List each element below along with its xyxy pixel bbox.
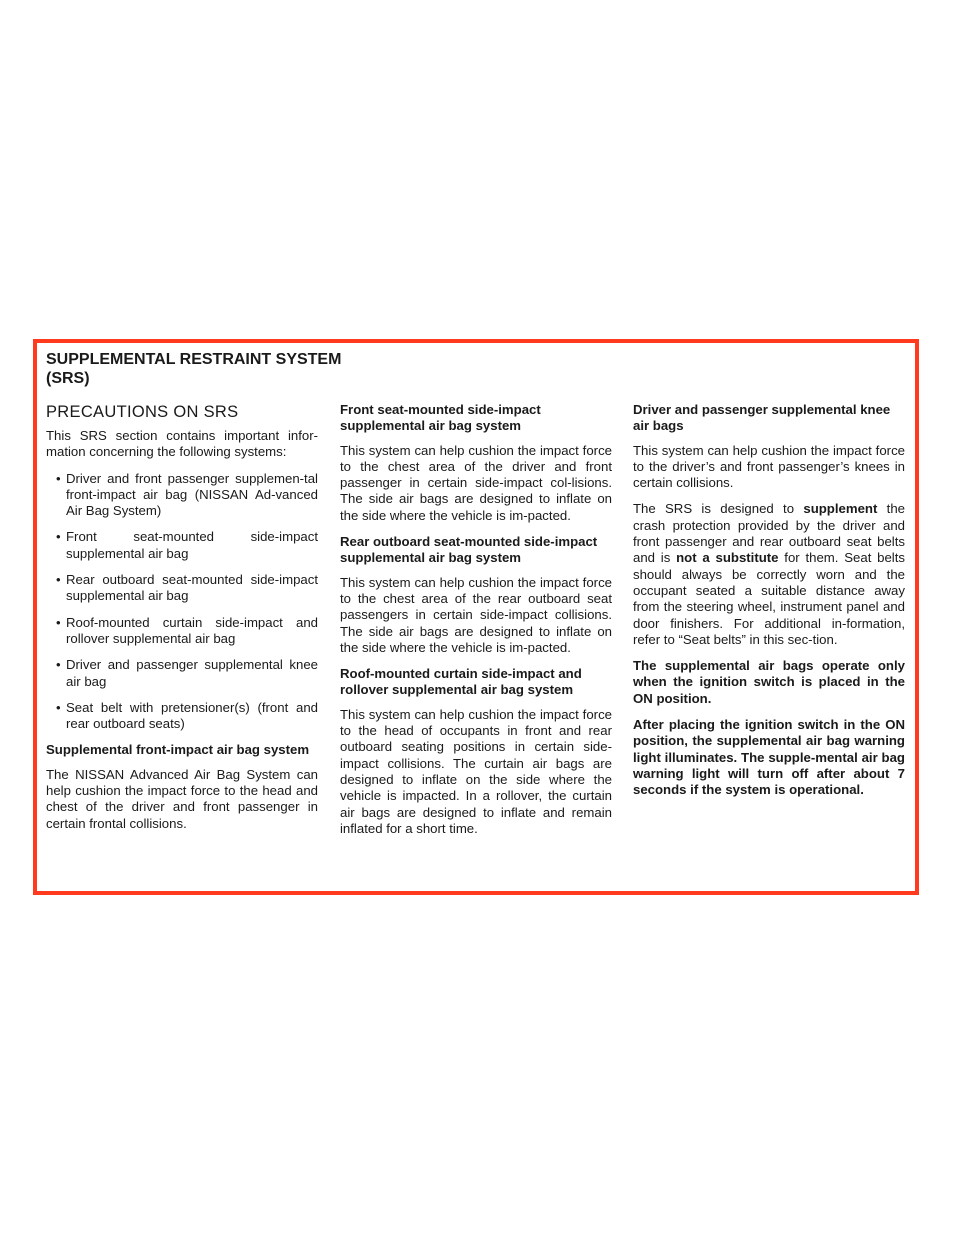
bullet-icon: • (56, 529, 61, 545)
bullet-icon: • (56, 572, 61, 588)
section-title (46, 350, 341, 388)
section-title-line-2: (SRS) (46, 370, 90, 387)
bullet-icon: • (56, 699, 61, 715)
front-side-impact-paragraph: This system can help cushion the impact force to the chest area of the driver and front passenger in certain side-impact col-lisions. The side air bags are designed to inflate on the side where the vehicle is im-pacted. (340, 442, 612, 523)
warning-light-paragraph: After placing the ignition switch in the ON position, the supplemental air bag warning light illuminates. The supple-mental air bag warning light will turn off after about 7 seconds if the system is operational. (633, 717, 905, 798)
knee-air-bags-paragraph: This system can help cushion the impact force to the driver’s and front passenger’s knees in certain collisions. (633, 442, 905, 491)
list-item (46, 529, 318, 562)
front-side-impact-heading: Front seat-mounted side-impact supplemental air bag system (340, 402, 541, 434)
supplement-text-e: for them. Seat belts should always be correctly worn and the occupant seated a suitable distance away from the steering wheel, instrument panel and door finishers. For additional in-formation, refer to “Seat belts” in this sec-tion. (633, 550, 905, 647)
section-title-line-1: SUPPLEMENTAL RESTRAINT SYSTEM (46, 351, 342, 368)
supplement-emphasis: supplement (803, 501, 878, 517)
bullet-icon: • (56, 614, 61, 630)
list-item-text: Driver and passenger supplemental knee air bag (66, 657, 318, 689)
curtain-paragraph: This system can help cushion the impact force to the head of occupants in front and rear outboard seating positions in certain side-impact collisions. The curtain air bags are designed to inflate on the side where the vehicle is impacted. In a rollover, the curtain air bags are designed to inflate and remain inflated for a short time. (340, 706, 612, 836)
column-2 (340, 402, 612, 847)
front-impact-heading: Supplemental front-impact air bag system (46, 742, 310, 758)
column-1 (46, 402, 318, 842)
bullet-icon: • (56, 470, 61, 486)
knee-air-bags-heading: Driver and passenger supplemental knee air bags (633, 402, 891, 434)
supplement-text-a: The SRS is designed to (633, 501, 804, 517)
intro-paragraph: This SRS section contains important infor-mation concerning the following systems: (46, 428, 318, 460)
list-item (46, 700, 318, 733)
systems-list (46, 471, 318, 733)
ignition-on-paragraph: The supplemental air bags operate only when the ignition switch is placed in the ON position. (633, 658, 905, 706)
list-item (46, 657, 318, 690)
list-item-text: Roof-mounted curtain side-impact and rollover supplemental air bag (66, 614, 318, 646)
rear-side-impact-heading: Rear outboard seat-mounted side-impact supplemental air bag system (340, 534, 598, 566)
bullet-icon: • (56, 657, 61, 673)
supplement-paragraph (633, 501, 905, 648)
curtain-heading: Roof-mounted curtain side-impact and rollover supplemental air bag system (340, 666, 582, 698)
not-substitute-emphasis: not a substitute (676, 550, 779, 566)
list-item-text: Driver and front passenger supplemen-tal front-impact air bag (NISSAN Ad-vanced Air Bag System) (66, 470, 318, 519)
rear-side-impact-paragraph: This system can help cushion the impact force to the chest area of the rear outboard seat passengers in certain side-impact collisions. The side air bags are designed to inflate on the side where the vehicle is im-pacted. (340, 574, 612, 655)
list-item-text: Front seat-mounted side-impact supplemental air bag (66, 529, 318, 561)
front-impact-paragraph: The NISSAN Advanced Air Bag System can help cushion the impact force to the head and chest of the driver and front passenger in certain frontal collisions. (46, 766, 318, 831)
list-item (46, 471, 318, 520)
list-item-text: Seat belt with pretensioner(s) (front and rear outboard seats) (66, 699, 318, 732)
list-item (46, 615, 318, 648)
list-item-text: Rear outboard seat-mounted side-impact supplemental air bag (66, 572, 318, 604)
list-item (46, 572, 318, 605)
supplement-text-c: the crash protection provided by the driver and front passenger and rear outboard seat belts and is (633, 501, 905, 566)
column-3 (633, 402, 905, 809)
precautions-heading: PRECAUTIONS ON SRS (46, 403, 239, 421)
